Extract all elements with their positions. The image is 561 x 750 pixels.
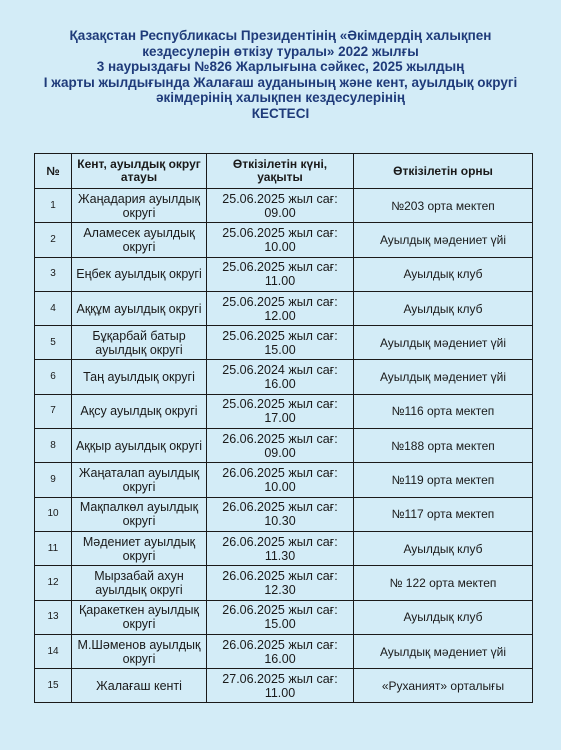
title-line: 3 наурыздағы №826 Жарлығына сәйкес, 2025 жылдың <box>96 59 465 74</box>
row-number: 10 <box>35 497 72 531</box>
title-line: КЕСТЕСІ <box>251 105 310 121</box>
settlement-name: М.Шәменов ауылдық округі <box>72 634 207 668</box>
row-number: 15 <box>35 669 72 703</box>
row-number: 7 <box>35 394 72 428</box>
settlement-name: Мәдениет ауылдық округі <box>72 531 207 565</box>
table-row <box>35 291 533 325</box>
meeting-datetime: 25.06.2025 жыл сағ: 09.00 <box>207 189 354 223</box>
meeting-datetime: 25.06.2025 жыл сағ: 12.00 <box>207 291 354 325</box>
row-number: 9 <box>35 463 72 497</box>
settlement-name: Қаракеткен ауылдық округі <box>72 600 207 634</box>
settlement-name: Мырзабай ахун ауылдық округі <box>72 566 207 600</box>
table-row <box>35 189 533 223</box>
meeting-datetime: 26.06.2025 жыл сағ: 12.30 <box>207 566 354 600</box>
title-line: кездесулерін өткізу туралы» 2022 жылғы <box>142 43 419 59</box>
settlement-name: Еңбек ауылдық округі <box>72 257 207 291</box>
meeting-venue: №203 орта мектеп <box>354 189 533 223</box>
settlement-name: Бұқарбай батыр ауылдық округі <box>72 326 207 360</box>
row-number: 1 <box>35 189 72 223</box>
table-row <box>35 669 533 703</box>
row-number: 14 <box>35 634 72 668</box>
table-row <box>35 326 533 360</box>
header-venue: Өткізілетін орны <box>354 154 533 189</box>
title-line: Қазақстан Республикасы Президентінің «Әкімдердің халықпен <box>69 28 492 43</box>
meeting-venue: «Руханият» орталығы <box>354 669 533 703</box>
table-row <box>35 223 533 257</box>
document-title <box>0 28 561 121</box>
meeting-venue: Ауылдық клуб <box>354 291 533 325</box>
meeting-venue: Ауылдық мәдениет үйі <box>354 634 533 668</box>
row-number: 4 <box>35 291 72 325</box>
meeting-venue: Ауылдық клуб <box>354 257 533 291</box>
meeting-venue: Ауылдық клуб <box>354 600 533 634</box>
table-header-row <box>35 154 533 189</box>
meeting-venue: №188 орта мектеп <box>354 429 533 463</box>
settlement-name: Аққыр ауылдық округі <box>72 429 207 463</box>
row-number: 6 <box>35 360 72 394</box>
row-number: 13 <box>35 600 72 634</box>
meeting-venue: Ауылдық мәдениет үйі <box>354 360 533 394</box>
row-number: 3 <box>35 257 72 291</box>
row-number: 2 <box>35 223 72 257</box>
meeting-datetime: 25.06.2025 жыл сағ: 11.00 <box>207 257 354 291</box>
meeting-datetime: 25.06.2025 жыл сағ: 17.00 <box>207 394 354 428</box>
meeting-datetime: 26.06.2025 жыл сағ: 16.00 <box>207 634 354 668</box>
settlement-name: Жалағаш кенті <box>72 669 207 703</box>
table-row <box>35 600 533 634</box>
settlement-name: Аламесек ауылдық округі <box>72 223 207 257</box>
meeting-datetime: 26.06.2025 жыл сағ: 15.00 <box>207 600 354 634</box>
meeting-datetime: 25.06.2025 жыл сағ: 15.00 <box>207 326 354 360</box>
table-row <box>35 497 533 531</box>
settlement-name: Таң ауылдық округі <box>72 360 207 394</box>
table-row <box>35 634 533 668</box>
title-line: әкімдерінің халықпен кездесулерінің <box>155 90 405 105</box>
settlement-name: Жаңаталап ауылдық округі <box>72 463 207 497</box>
table-row <box>35 360 533 394</box>
meeting-venue: № 122 орта мектеп <box>354 566 533 600</box>
row-number: 11 <box>35 531 72 565</box>
meeting-venue: Ауылдық клуб <box>354 531 533 565</box>
settlement-name: Аққұм ауылдық округі <box>72 291 207 325</box>
meeting-venue: №119 орта мектеп <box>354 463 533 497</box>
meeting-venue: Ауылдық мәдениет үйі <box>354 326 533 360</box>
meeting-venue: №116 орта мектеп <box>354 394 533 428</box>
header-number: № <box>35 154 72 189</box>
meeting-datetime: 27.06.2025 жыл сағ: 11.00 <box>207 669 354 703</box>
row-number: 12 <box>35 566 72 600</box>
table-row <box>35 429 533 463</box>
meeting-datetime: 25.06.2024 жыл сағ: 16.00 <box>207 360 354 394</box>
meeting-datetime: 25.06.2025 жыл сағ: 10.00 <box>207 223 354 257</box>
row-number: 5 <box>35 326 72 360</box>
table-row <box>35 566 533 600</box>
meeting-datetime: 26.06.2025 жыл сағ: 09.00 <box>207 429 354 463</box>
meeting-datetime: 26.06.2025 жыл сағ: 11.30 <box>207 531 354 565</box>
title-line: I жарты жылдығында Жалағаш ауданының және кент, ауылдық округі <box>43 74 518 90</box>
header-name: Кент, ауылдық округ атауы <box>72 154 207 189</box>
meeting-datetime: 26.06.2025 жыл сағ: 10.00 <box>207 463 354 497</box>
table-row <box>35 257 533 291</box>
meeting-venue: №117 орта мектеп <box>354 497 533 531</box>
settlement-name: Ақсу ауылдық округі <box>72 394 207 428</box>
header-date: Өткізілетін күні, уақыты <box>207 154 354 189</box>
table-row <box>35 531 533 565</box>
settlement-name: Жаңадария ауылдық округі <box>72 189 207 223</box>
settlement-name: Мақпалкөл ауылдық округі <box>72 497 207 531</box>
row-number: 8 <box>35 429 72 463</box>
table-row <box>35 394 533 428</box>
schedule-table <box>34 153 533 703</box>
meeting-venue: Ауылдық мәдениет үйі <box>354 223 533 257</box>
table-row <box>35 463 533 497</box>
meeting-datetime: 26.06.2025 жыл сағ: 10.30 <box>207 497 354 531</box>
